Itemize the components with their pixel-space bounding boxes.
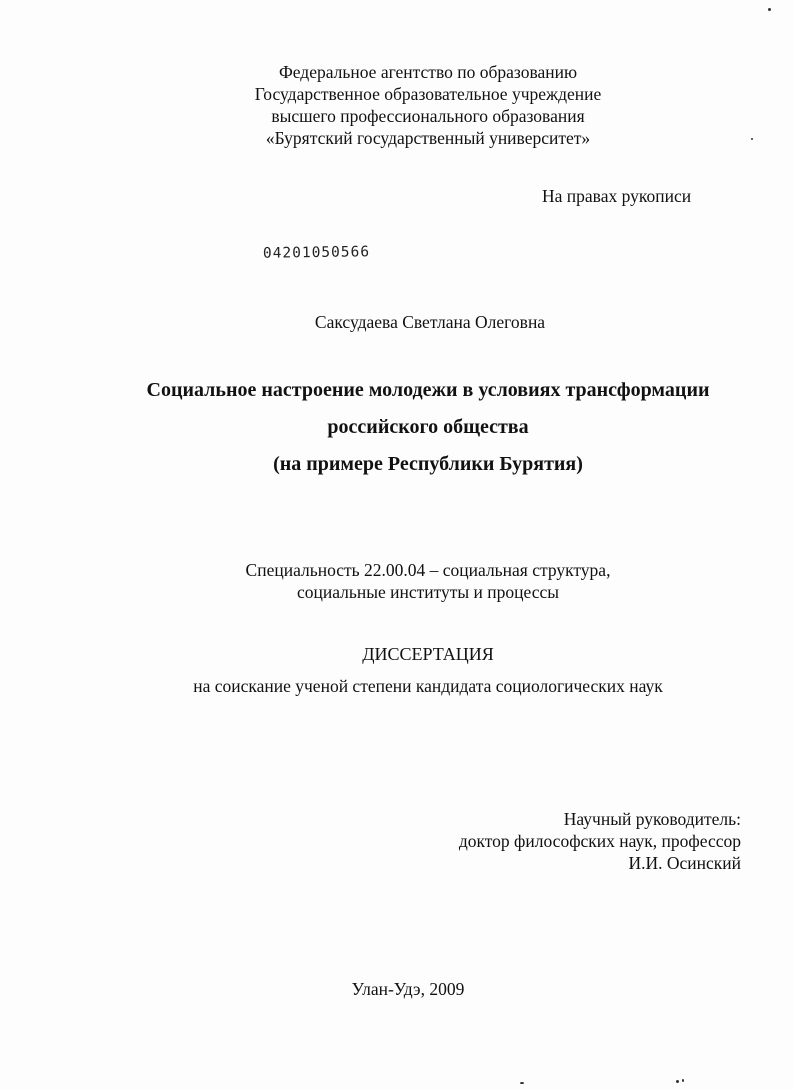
supervisor-block bbox=[459, 808, 741, 874]
title-line-2: российского общества bbox=[327, 416, 529, 438]
institution-header bbox=[0, 61, 794, 149]
specialty-line-1: Специальность 22.00.04 – социальная структура, bbox=[245, 560, 611, 580]
specialty-line-2: социальные институты и процессы bbox=[296, 582, 560, 602]
author-name: Саксудаева Светлана Олеговна bbox=[314, 312, 546, 332]
scan-speck bbox=[676, 1080, 679, 1083]
degree-sought: на соискание ученой степени кандидата социологических наук bbox=[193, 676, 663, 696]
header-university: «Бурятский государственный университет» bbox=[265, 128, 591, 148]
document-type: ДИССЕРТАЦИЯ bbox=[362, 644, 494, 664]
scan-speck bbox=[751, 138, 753, 140]
supervisor-name: И.И. Осинский bbox=[628, 853, 741, 873]
scan-speck bbox=[520, 1082, 524, 1084]
city-year: Улан-Удэ, 2009 bbox=[351, 979, 465, 999]
supervisor-credentials: доктор философских наук, профессор bbox=[458, 831, 741, 851]
header-institution-type: Государственное образовательное учреждение bbox=[254, 84, 602, 104]
header-agency: Федеральное агентство по образованию bbox=[278, 62, 578, 82]
catalog-number: 04201050566 bbox=[262, 244, 371, 262]
title-line-1: Социальное настроение молодежи в условиях трансформации bbox=[146, 379, 710, 401]
rights-note: На правах рукописи bbox=[542, 186, 692, 206]
supervisor-label: Научный руководитель: bbox=[563, 809, 741, 829]
dissertation-title bbox=[0, 372, 794, 483]
specialty-block bbox=[0, 559, 794, 603]
header-education-level: высшего профессионального образования bbox=[271, 106, 585, 126]
title-line-3: (на примере Республики Бурятия) bbox=[273, 453, 583, 475]
scan-speck bbox=[768, 8, 771, 11]
scan-speck bbox=[682, 1079, 684, 1082]
